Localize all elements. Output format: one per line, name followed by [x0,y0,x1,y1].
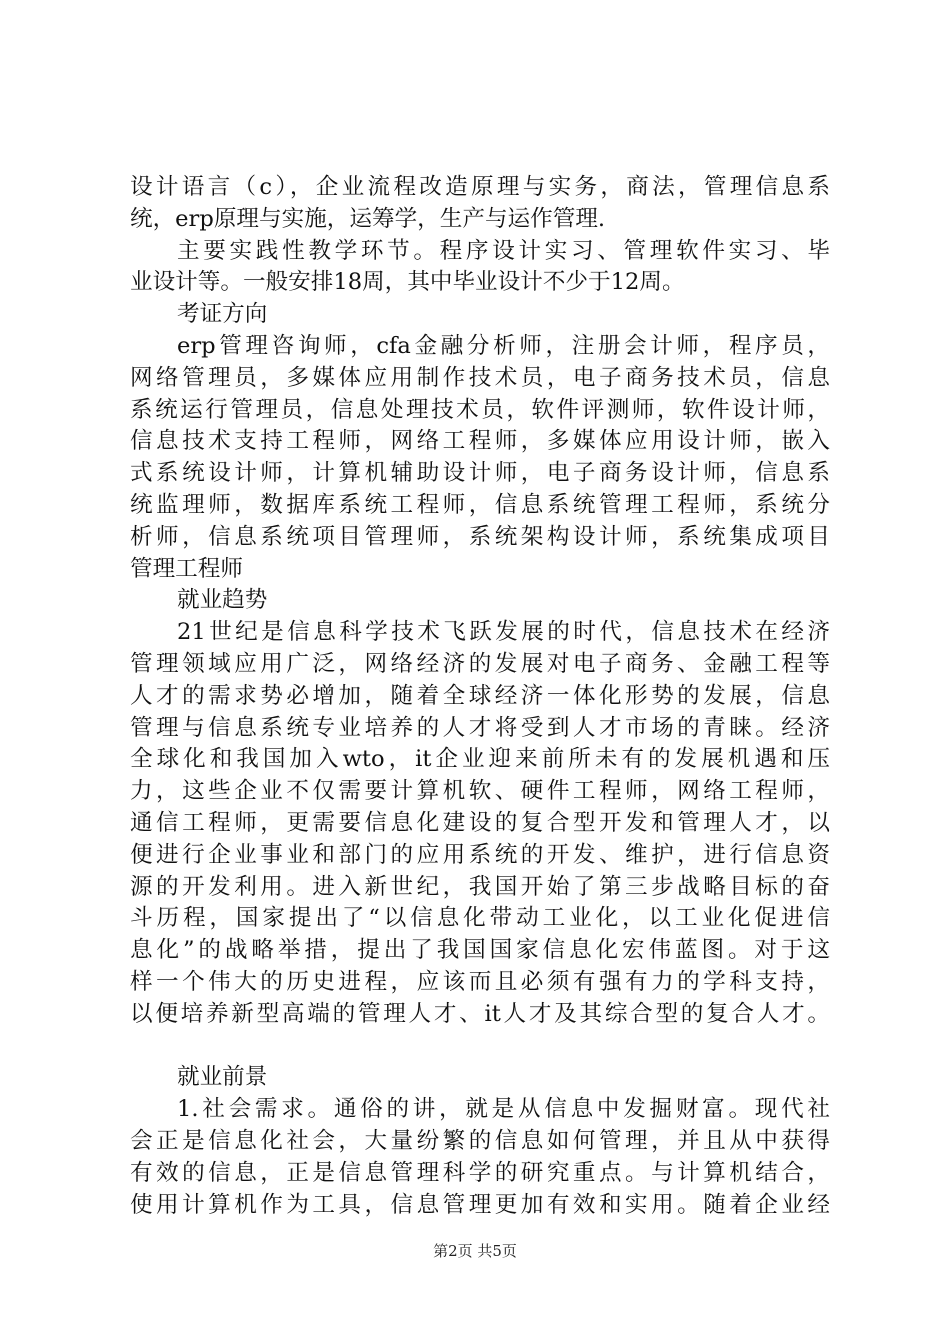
text-line: 样一个伟大的历史进程，应该而且必须有强有力的学科支持， [130,968,830,995]
section-heading-employment-prospects: 就业前景 [177,1064,268,1091]
text-line: 以便培养新型高端的管理人才、it人才及其综合型的复合人才。 [130,1000,830,1027]
text-line: 网络管理员，多媒体应用制作技术员，电子商务技术员，信息 [130,364,830,391]
section-heading-employment-trend: 就业趋势 [177,587,268,614]
text-line: 通信工程师，更需要信息化建设的复合型开发和管理人才，以 [130,809,830,836]
text-line: 统，erp原理与实施，运筹学，生产与运作管理. [130,205,606,232]
text-line: 析师，信息系统项目管理师，系统架构设计师，系统集成项目 [130,523,830,550]
page-number-footer: 第2页 共5页 [433,1242,517,1260]
text-line: 有效的信息，正是信息管理科学的研究重点。与计算机结合， [130,1159,830,1186]
text-line: 信息技术支持工程师，网络工程师，多媒体应用设计师，嵌入 [130,428,830,455]
text-line: 管理工程师 [130,555,243,582]
text-line: 斗历程，国家提出了“以信息化带动工业化，以工业化促进信 [130,905,830,932]
text-line: 系统运行管理员，信息处理技术员，软件评测师，软件设计师， [130,396,830,423]
paragraph-first-line: 21世纪是信息科学技术飞跃发展的时代，信息技术在经济 [177,619,830,646]
text-line: 设计语言（c），企业流程改造原理与实务，商法，管理信息系 [130,174,830,200]
document-body [130,172,830,1221]
section-heading-certification: 考证方向 [177,301,268,328]
text-line: 人才的需求势必增加，随着全球经济一体化形势的发展，信息 [130,682,830,709]
text-line: 力，这些企业不仅需要计算机软、硬件工程师，网络工程师， [130,778,830,805]
text-line: 息化”的战略举措，提出了我国国家信息化宏伟蓝图。对于这 [130,937,830,964]
paragraph-first-line: erp管理咨询师，cfa金融分析师，注册会计师，程序员， [177,332,830,359]
paragraph-first-line: 主要实践性教学环节。程序设计实习、管理软件实习、毕 [177,237,830,264]
text-line: 会正是信息化社会，大量纷繁的信息如何管理，并且从中获得 [130,1127,830,1154]
text-line: 全球化和我国加入wto，it企业迎来前所未有的发展机遇和压 [130,746,830,773]
text-line: 统监理师，数据库系统工程师，信息系统管理工程师，系统分 [130,491,830,518]
text-line: 源的开发利用。进入新世纪，我国开始了第三步战略目标的奋 [130,873,830,900]
paragraph-first-line: 1.社会需求。通俗的讲，就是从信息中发掘财富。现代社 [177,1096,830,1123]
text-line: 业设计等。一般安排18周，其中毕业设计不少于12周。 [130,269,685,296]
blank-line [130,1031,830,1063]
text-line: 便进行企业事业和部门的应用系统的开发、维护，进行信息资 [130,841,830,868]
text-line: 式系统设计师，计算机辅助设计师，电子商务设计师，信息系 [130,460,830,487]
text-line: 使用计算机作为工具，信息管理更加有效和实用。随着企业经 [130,1191,830,1218]
text-line: 管理与信息系统专业培养的人才将受到人才市场的青睐。经济 [130,714,830,741]
text-line: 管理领域应用广泛，网络经济的发展对电子商务、金融工程等 [130,650,830,677]
